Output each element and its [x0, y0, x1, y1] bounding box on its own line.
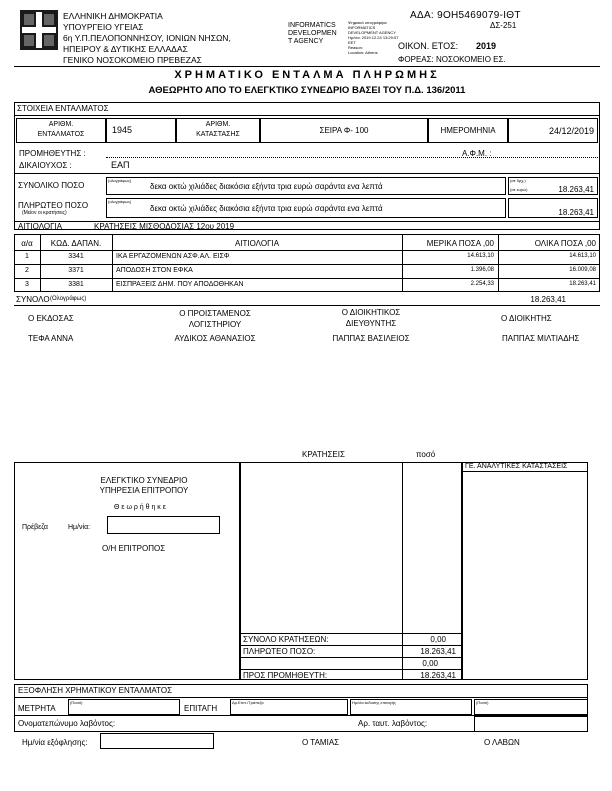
signature-name: ΑΥΔΙΚΟΣ ΑΘΑΝΑΣΙΟΣ: [174, 334, 256, 343]
signature-name: ΠΑΠΠΑΣ ΜΙΛΤΙΑΔΗΣ: [502, 334, 580, 343]
signature-title: Ο ΕΚΔΟΣΑΣ: [28, 314, 74, 323]
supplier: ΕΑΠ: [111, 160, 130, 170]
org-line: ΕΛΛΗΝΙΚΗ ΔΗΜΟΚΡΑΤΙΑ: [63, 11, 163, 21]
signature-title: Ο ΠΡΟΙΣΤΑΜΕΝΟΣ: [179, 309, 251, 318]
ds-code: ΔΣ-251: [490, 21, 517, 30]
analysis-panel: [462, 462, 588, 680]
settlement-date-field[interactable]: [100, 733, 214, 749]
series: ΣΕΙΡΑ Φ- 100: [319, 126, 369, 135]
hospital-logo: [20, 10, 58, 50]
agency: ΦΟΡΕΑΣ: ΝΟΣΟΚΟΜΕΙΟ ΕΣ.: [398, 55, 506, 64]
order-number: 1945: [112, 125, 133, 135]
fiscal-year: 2019: [476, 41, 497, 51]
reason: ΚΡΑΤΗΣΕΙΣ ΜΙΣΘΟΔΟΣΙΑΣ 12ου 2019: [94, 222, 235, 231]
section-title: ΣΤΟΙΧΕΙΑ ΕΝΤΑΛΜΑΤΟΣ: [17, 104, 109, 113]
ada-code: ΑΔΑ: 9ΟΗ5469079-ΙΘΤ: [410, 10, 521, 21]
column-header: α/α: [21, 239, 33, 248]
receiver-id-field[interactable]: [474, 716, 588, 732]
signature-title: Ο ΔΙΟΙΚΗΤΙΚΟΣ: [341, 308, 401, 317]
org-line: 6η Υ.Π.ΠΕΛΟΠΟΝΝΗΣΟΥ, ΙΟΝΙΩΝ ΝΗΣΩΝ,: [63, 33, 231, 43]
total-words: δεκα οκτώ χιλιάδες διακόσια εξήντα τρια ευρώ σαράντα ενα λεπτά: [150, 182, 383, 191]
signature-title: ΛΟΓΙΣΤΗΡΙΟΥ: [188, 320, 242, 329]
sum-label: ΣΥΝΟΛΟ: [16, 295, 50, 304]
signature-name: ΤΕΦΑ ΑΝΝΑ: [28, 334, 74, 343]
page-title: ΧΡΗΜΑΤΙΚΟ ΕΝΤΑΛΜΑ ΠΛΗΡΩΜΗΣ: [174, 69, 440, 81]
check-amount-field[interactable]: [474, 699, 588, 715]
org-line: ΓΕΝΙΚΟ ΝΟΣΟΚΟΜΕΙΟ ΠΡΕΒΕΖΑΣ: [63, 55, 202, 65]
receiver-title: Ο ΛΑΒΩΝ: [484, 738, 520, 747]
order-date: 24/12/2019: [548, 126, 594, 136]
cash-amount-field[interactable]: [68, 699, 180, 715]
column-header: ΚΩΔ. ΔΑΠΑΝ.: [50, 239, 102, 248]
sum-amount: 18.263,41: [530, 295, 566, 304]
org-line: ΥΠΟΥΡΓΕΙΟ ΥΓΕΙΑΣ: [63, 22, 144, 32]
payable-words: δεκα οκτώ χιλιάδες διακόσια εξήντα τρια ευρώ σαράντα ενα λεπτά: [150, 204, 383, 213]
cashier-title: Ο ΤΑΜΙΑΣ: [302, 738, 340, 747]
approval-date-field[interactable]: [107, 516, 220, 534]
column-header: ΜΕΡΙΚΑ ΠΟΣΑ ,00: [426, 239, 494, 248]
fiscal-year-label: ΟΙΚΟΝ. ΕΤΟΣ:: [398, 41, 459, 51]
column-header: ΟΛΙΚΑ ΠΟΣΑ ,00: [534, 239, 596, 248]
signature-name: ΠΑΠΠΑΣ ΒΑΣΙΛΕΙΟΣ: [332, 334, 410, 343]
page-subtitle: ΑΘΕΩΡΗΤΟ ΑΠΟ ΤΟ ΕΛΕΓΚΤΙΚΟ ΣΥΝΕΔΡΙΟ ΒΑΣΕΙ ΤΟΥ Π.Δ. 136/2011: [148, 85, 466, 96]
divider: [14, 66, 600, 67]
column-header: ΑΙΤΙΟΛΟΓΙΑ: [234, 239, 280, 248]
org-line: ΗΠΕΙΡΟΥ & ΔΥΤΙΚΗΣ ΕΛΛΑΔΑΣ: [63, 44, 188, 54]
signature-title: ΔΙΕΥΘΥΝΤΗΣ: [345, 319, 397, 328]
signature-title: Ο ΔΙΟΙΚΗΤΗΣ: [501, 314, 552, 323]
total-amount: 18.263,41: [558, 185, 594, 194]
payable-amount: 18.263,41: [558, 208, 594, 217]
